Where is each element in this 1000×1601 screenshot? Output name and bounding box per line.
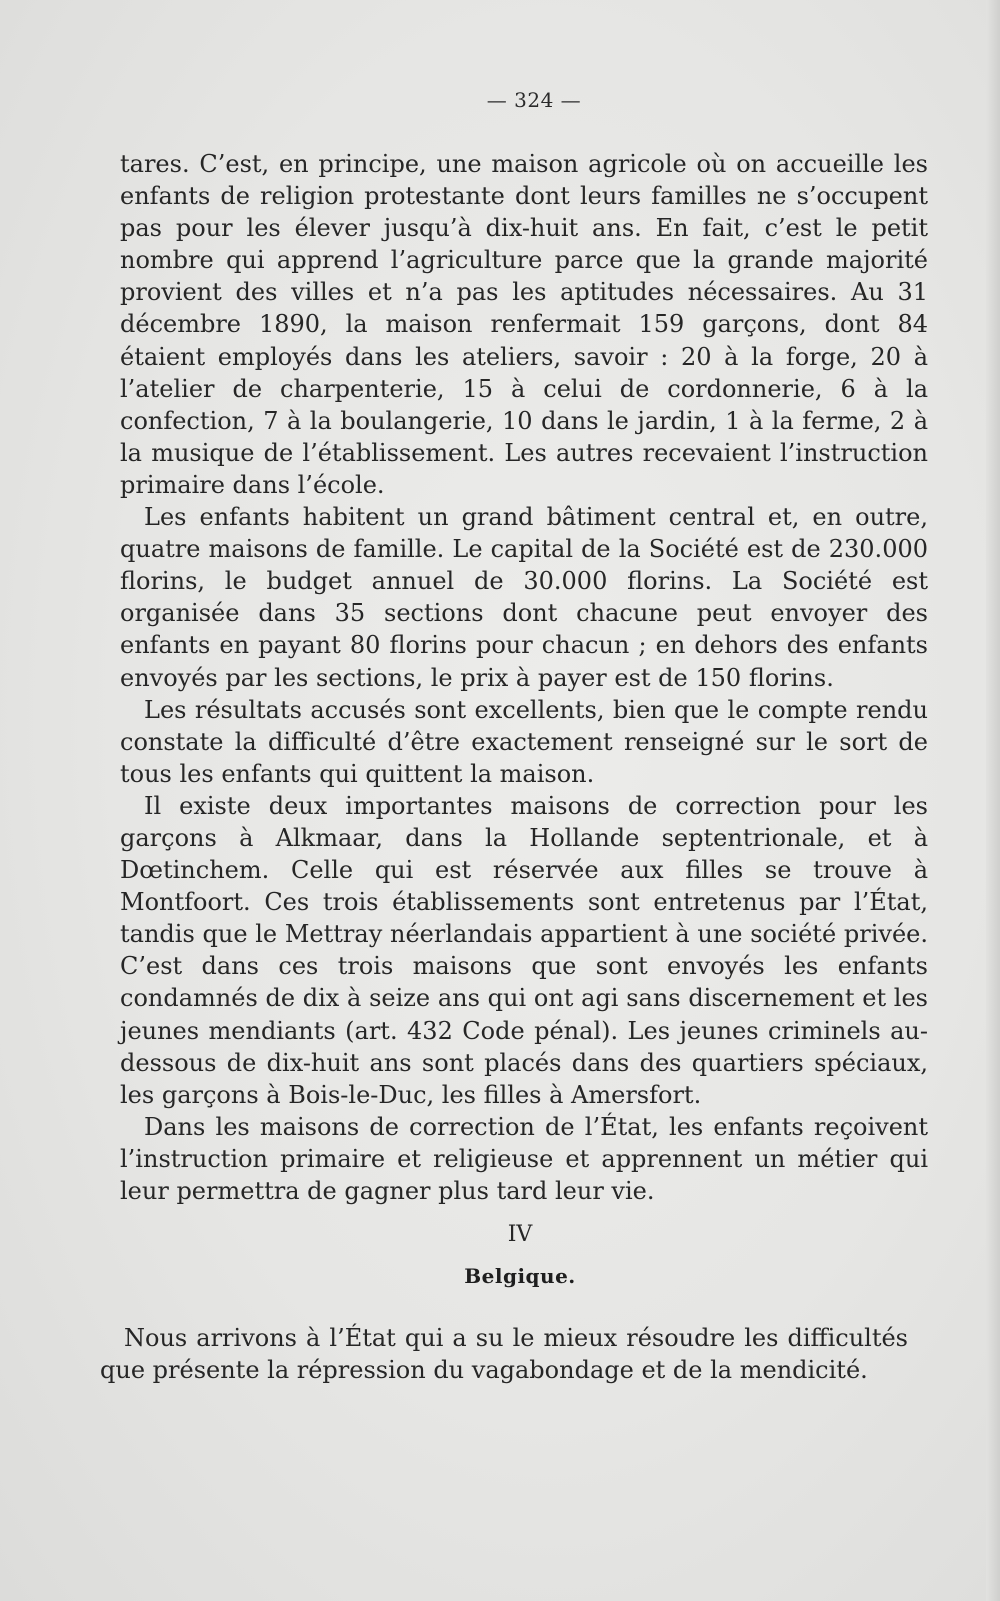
body-text <box>120 148 928 1207</box>
paragraph-belgium-intro: Nous arrivons à l’État qui a su le mieux résoudre les difficultés que présente la répression du vagabondage et de la mendicité. <box>100 1324 908 1385</box>
section-number: IV <box>507 1222 533 1247</box>
paragraph-results: Les résultats accusés sont excellents, bien que le compte rendu constate la difficulté d’être exactement renseigné sur le sort de tous les enfants qui quittent la maison. <box>120 695 928 788</box>
paragraph-agricultural-house: tares. C’est, en principe, une maison agricole où on accueille les enfants de religion protestante dont leurs familles ne s’occupent pas pour les élever jusqu’à dix-huit ans. En fait, c’est le petit nombre qui apprend l’agriculture parce que la grande majorité provient des villes et n’a pas les aptitudes nécessaires. Au 31 décembre 1890, la maison renfermait 159 garçons, dont 84 étaient employés dans les ateliers, savoir : 20 à la forge, 20 à l’atelier de charpenterie, 15 à celui de cordonnerie, 6 à la confection, 7 à la boulangerie, 10 dans le jardin, 1 à la ferme, 2 à la musique de l’établissement. Les autres recevaient l’instruction primaire dans l’école. <box>120 150 928 499</box>
page-number: — 324 — <box>486 88 582 112</box>
closing-text <box>100 1322 908 1386</box>
section-title: Belgique. <box>464 1264 576 1288</box>
page-edge-shadow <box>986 0 1000 1601</box>
paragraph-buildings-budget: Les enfants habitent un grand bâtiment central et, en outre, quatre maisons de famille. Le capital de la Société est de 230.000 florins, le budget annuel de 30.000 florins. La Société est organisée dans 35 sections dont chacune peut envoyer des enfants en payant 80 florins pour chacun ; en dehors des enfants envoyés par les sections, le prix à payer est de 150 florins. <box>120 503 928 692</box>
paragraph-correction-houses: Il existe deux importantes maisons de correction pour les garçons à Alkmaar, dans la Hollande septentrionale, et à Dœtinchem. Celle qui est réservée aux filles se trouve à Montfoort. Ces trois établissements sont entretenus par l’État, tandis que le Mettray néerlandais appartient à une société privée. C’est dans ces trois maisons que sont envoyés les enfants condamnés de dix à seize ans qui ont agi sans discernement et les jeunes mendiants (art. 432 Code pénal). Les jeunes criminels au-dessous de dix-huit ans sont placés dans des quartiers spéciaux, les garçons à Bois-le-Duc, les filles à Amersfort. <box>120 791 928 1109</box>
paragraph-state-houses: Dans les maisons de correction de l’État, les enfants reçoivent l’instruction primaire et religieuse et apprennent un métier qui leur permettra de gagner plus tard leur vie. <box>120 1112 928 1205</box>
